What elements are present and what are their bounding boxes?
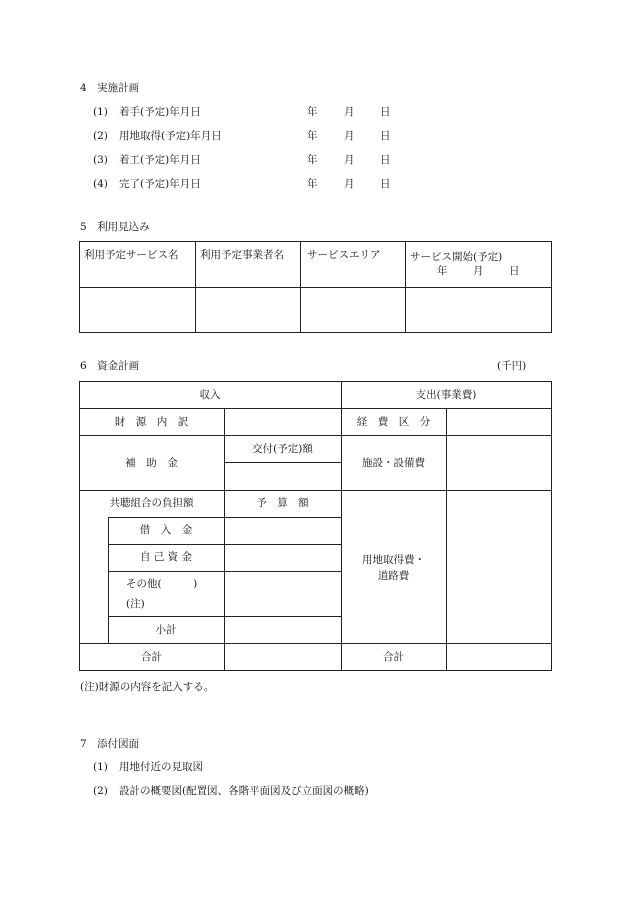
table-border [79, 241, 552, 242]
year-marker: 年 [307, 130, 318, 142]
attachment-label: 用地付近の見取図 [119, 761, 203, 773]
month-marker: 月 [344, 106, 355, 118]
plan-item-number: (2) [93, 130, 108, 142]
day-marker: 日 [380, 106, 391, 118]
attachment-number: (2) [93, 785, 108, 797]
subsidy-label: 補 助 金 [125, 457, 178, 469]
attachment-label: 設計の概要図(配置図、各階平面図及び立面図の概略) [119, 785, 369, 797]
table-border [300, 241, 301, 333]
table-border [79, 381, 552, 382]
day-marker: 日 [380, 154, 391, 166]
month-marker: 月 [344, 130, 355, 142]
cooperative-burden-label: 共聴組合の負担額 [109, 497, 194, 509]
year-marker: 年 [437, 265, 448, 277]
unit-label: (千円) [497, 360, 527, 372]
section-4-heading: 4 実施計画 [80, 82, 140, 94]
plan-item-number: (4) [93, 178, 108, 190]
table-border [108, 544, 342, 545]
table-border [79, 332, 552, 333]
plan-item-number: (3) [93, 154, 108, 166]
plan-item-label: 着工(予定)年月日 [119, 154, 201, 166]
own-funds-label: 自 己 資 金 [139, 551, 192, 563]
year-marker: 年 [307, 178, 318, 190]
other-label: その他( ) [126, 578, 198, 590]
expense-category-label: 経 費 区 分 [356, 416, 431, 428]
subtotal-label: 小計 [155, 624, 177, 636]
table-border [108, 571, 342, 572]
month-marker: 月 [344, 154, 355, 166]
table-border [108, 517, 342, 518]
header-operator-name: 利用予定事業者名 [200, 249, 284, 261]
year-marker: 年 [307, 106, 318, 118]
plan-item-label: 用地取得(予定)年月日 [119, 130, 222, 142]
table-border [79, 490, 552, 491]
table-border [79, 435, 552, 436]
table-border [405, 241, 406, 333]
table-border [79, 643, 552, 644]
plan-item-label: 完了(予定)年月日 [119, 178, 201, 190]
table-border [79, 287, 552, 288]
day-marker: 日 [380, 178, 391, 190]
table-border [79, 670, 552, 671]
plan-item-label: 着手(予定)年月日 [119, 106, 201, 118]
day-marker: 日 [380, 130, 391, 142]
table-border [79, 408, 552, 409]
month-marker: 月 [344, 178, 355, 190]
attachment-number: (1) [93, 761, 108, 773]
table-border [446, 408, 447, 671]
facility-cost-label: 施設・設備費 [362, 457, 425, 469]
section-6-heading: 6 資金計画 [80, 360, 140, 372]
plan-item-number: (1) [93, 106, 108, 118]
year-marker: 年 [307, 154, 318, 166]
header-service-start: サービス開始(予定) [410, 251, 503, 263]
budget-amount-label: 予 算 額 [256, 497, 309, 509]
funding-breakdown-label: 財 源 内 訳 [114, 416, 189, 428]
income-total-label: 合計 [141, 651, 162, 663]
expense-header: 支出(事業費) [415, 389, 477, 401]
table-border [551, 241, 552, 333]
land-cost-label-1: 用地取得費・ [362, 554, 425, 566]
table-border [79, 241, 80, 333]
note-marker: (注) [126, 598, 145, 610]
table-border [224, 462, 342, 463]
table-border [195, 241, 196, 333]
header-service-area: サービスエリア [307, 249, 381, 261]
table-note: (注)財源の内容を記入する。 [80, 681, 215, 693]
expense-total-label: 合計 [383, 651, 404, 663]
loan-label: 借 入 金 [139, 524, 193, 536]
grant-amount-label: 交付(予定)額 [252, 443, 313, 455]
table-border [108, 616, 342, 617]
header-service-name: 利用予定サービス名 [84, 249, 179, 261]
month-marker: 月 [473, 265, 484, 277]
land-cost-label-2: 道路費 [377, 570, 410, 582]
section-5-heading: 5 利用見込み [80, 221, 150, 233]
section-7-heading: 7 添付図面 [80, 738, 140, 750]
income-header: 収入 [199, 389, 221, 401]
table-border [551, 381, 552, 671]
day-marker: 日 [509, 265, 520, 277]
